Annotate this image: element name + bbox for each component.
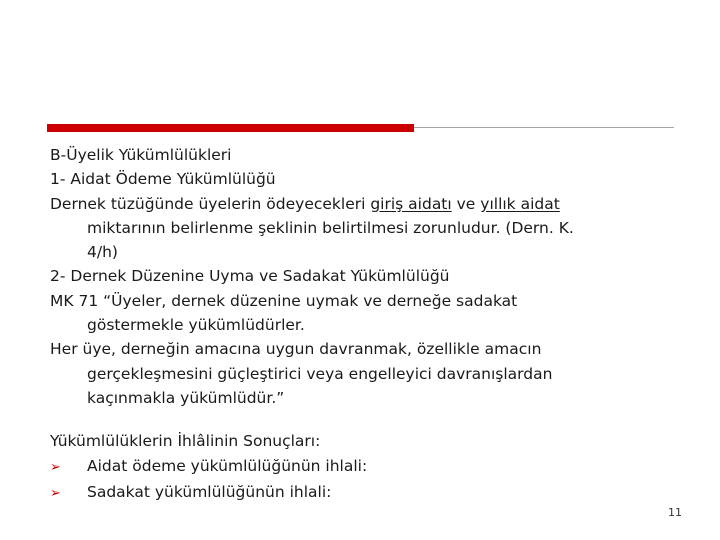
arrow-bullet-icon: ➢ [50,485,61,501]
header-red-rule [47,124,414,132]
bullet-text: Sadakat yükümlülüğünün ihlali: [87,482,332,501]
para1-line2: miktarının belirlenme şeklinin belirtilmesi zorunludur. (Dern. K. [87,218,574,237]
underline-annual-fee: yıllık aidat [480,194,560,213]
quote-line5: kaçınmakla yükümlüdür.” [87,388,285,407]
bullet-text: Aidat ödeme yükümlülüğünün ihlali: [87,456,368,475]
para1-text-b: ve [451,194,481,213]
header-gray-rule [414,127,674,128]
item1-title: 1- Aidat Ödeme Yükümlülüğü [50,170,276,189]
item2-title: 2- Dernek Düzenine Uyma ve Sadakat Yükümlülüğü [50,267,450,286]
bullet-item-loyalty-breach [50,480,680,506]
quote-line3: Her üye, derneğin amacına uygun davranmak, özellikle amacın [50,340,542,359]
quote-line2: göstermekle yükümlüdürler. [87,316,305,335]
section-heading: B-Üyelik Yükümlülükleri [50,146,232,164]
para1-line3: 4/h) [87,243,118,262]
page-number: 11 [668,506,682,519]
para1-line1 [50,192,680,216]
quote-line4: gerçekleşmesini güçleştirici veya engelleyici davranışlardan [87,364,553,383]
spacer [50,410,680,429]
consequences-title: Yükümlülüklerin İhlâlinin Sonuçları: [50,432,321,451]
quote-line1: MK 71 “Üyeler, dernek düzenine uymak ve derneğe sadakat [50,291,518,310]
bullet-item-fee-breach [50,454,680,480]
arrow-bullet-icon: ➢ [50,459,61,475]
underline-entry-fee: giriş aidatı [370,194,452,213]
para1-text-a: Dernek tüzüğünde üyelerin ödeyecekleri [50,194,371,213]
slide-body [50,143,680,506]
